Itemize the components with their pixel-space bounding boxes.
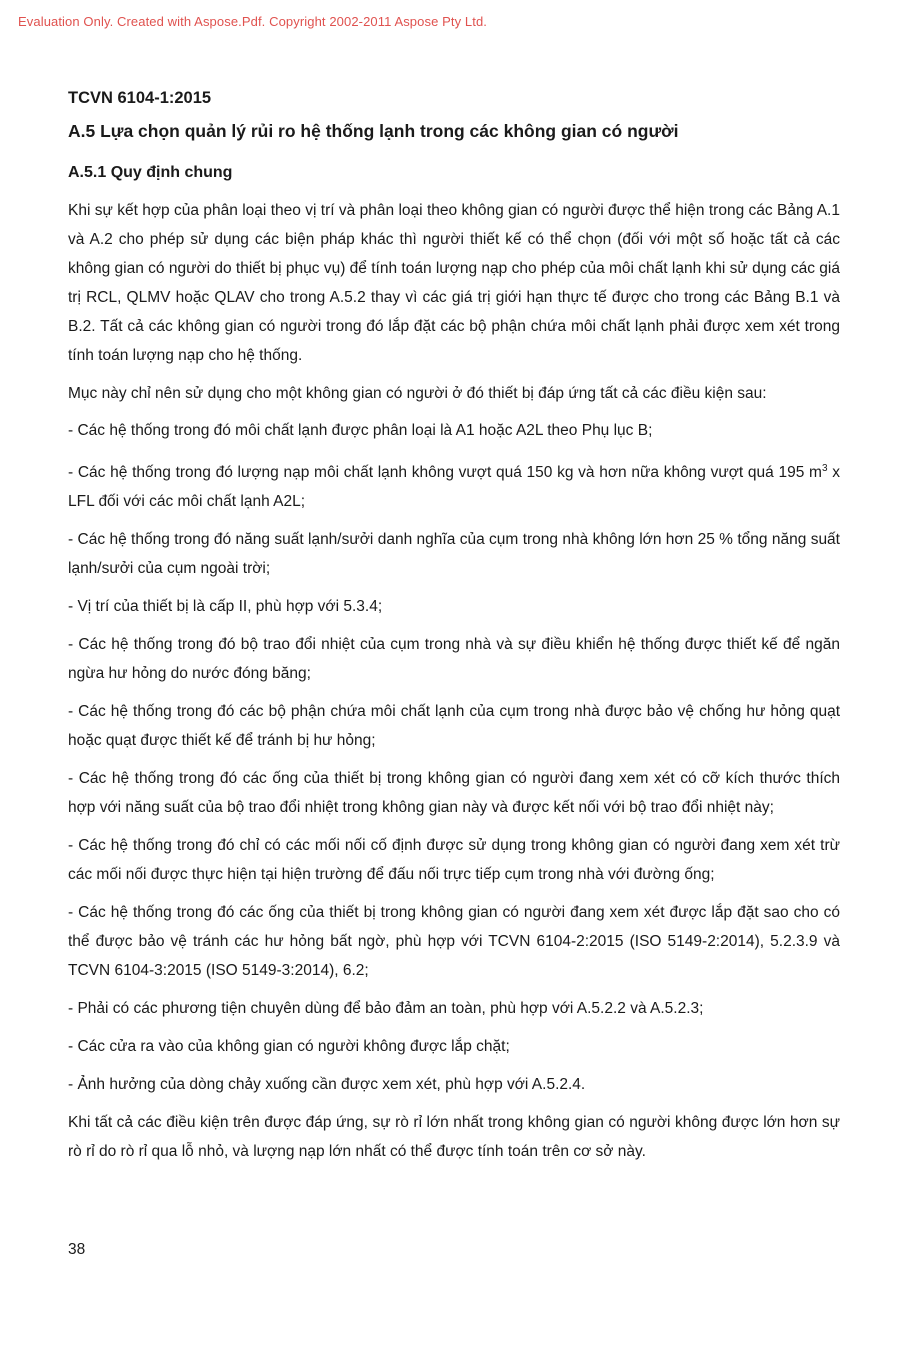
condition-item: - Ảnh hưởng của dòng chảy xuống cần được xem xét, phù hợp với A.5.2.4.	[68, 1076, 586, 1094]
page-number: 38	[68, 1241, 86, 1258]
condition-item: - Các hệ thống trong đó các ống của thiết bị trong không gian có người đang xem xét được lắp đặt sao cho có thể được bảo vệ tránh các hư hỏng bất ngờ, phù hợp với TCVN 6104-2:2015 (ISO 5149-2:2014), 5.2.3.9 và TCVN 6104-3:2015 (ISO 5149-3:2014), 6.2;	[68, 904, 840, 980]
intro-paragraph: Khi sự kết hợp của phân loại theo vị trí và phân loại theo không gian có người được thể hiện trong các Bảng A.1 và A.2 cho phép sử dụng các biện pháp khác thì người thiết kế có thể chọn (đối với một số hoặc tất cả các không gian có người do thiết bị phục vụ) để tính toán lượng nạp cho phép của môi chất lạnh khi sử dụng các giá trị RCL, QLMV hoặc QLAV cho trong A.5.2 thay vì các giá trị giới hạn thực tế được cho trong các Bảng B.1 và B.2. Tất cả các không gian có người trong đó lắp đặt các bộ phận chứa môi chất lạnh phải được xem xét trong tính toán lượng nạp cho hệ thống.	[68, 202, 840, 364]
conditions-lead: Mục này chỉ nên sử dụng cho một không gian có người ở đó thiết bị đáp ứng tất cả các điều kiện sau:	[68, 385, 767, 402]
standard-code-header: TCVN 6104-1:2015	[68, 89, 212, 107]
watermark-text: Evaluation Only. Created with Aspose.Pdf. Copyright 2002-2011 Aspose Pty Ltd.	[18, 14, 487, 29]
condition-item: - Các hệ thống trong đó bộ trao đổi nhiệt của cụm trong nhà và sự điều khiển hệ thống được thiết kế để ngăn ngừa hư hỏng do nước đóng băng;	[68, 636, 840, 683]
condition-item: - Phải có các phương tiện chuyên dùng để bảo đảm an toàn, phù hợp với A.5.2.2 và A.5.2.3;	[68, 1000, 704, 1018]
condition-item: - Các hệ thống trong đó lượng nạp môi chất lạnh không vượt quá 150 kg và hơn nữa không vượt quá 195 $m^3$ x LFL đối với các môi chất lạnh A2L;	[68, 463, 841, 511]
document-body	[68, 196, 840, 1166]
condition-item: - Các hệ thống trong đó năng suất lạnh/sưởi danh nghĩa của cụm trong nhà không lớn hơn 25 % tổng năng suất lạnh/sưởi của cụm ngoài trời;	[68, 531, 840, 578]
condition-item: - Các hệ thống trong đó các bộ phận chứa môi chất lạnh của cụm trong nhà được bảo vệ chống hư hỏng quạt hoặc quạt được thiết kế để tránh bị hư hỏng;	[68, 703, 840, 750]
subsection-title: A.5.1 Quy định chung	[68, 164, 233, 181]
condition-item: - Các cửa ra vào của không gian có người không được lắp chặt;	[68, 1038, 510, 1056]
condition-item: - Các hệ thống trong đó môi chất lạnh được phân loại là A1 hoặc A2L theo Phụ lục B;	[68, 422, 653, 439]
condition-item: - Các hệ thống trong đó chỉ có các mối nối cố định được sử dụng trong không gian có người đang xem xét trừ các mối nối được thực hiện tại hiện trường để đấu nối trực tiếp cụm trong nhà với đường ống;	[68, 837, 840, 884]
conclusion-paragraph: Khi tất cả các điều kiện trên được đáp ứng, sự rò rỉ lớn nhất trong không gian có người không được lớn hơn sự rò rỉ do rò rỉ qua lỗ nhỏ, và lượng nạp lớn nhất có thể được tính toán trên cơ sở này.	[68, 1114, 840, 1161]
section-title: A.5 Lựa chọn quản lý rủi ro hệ thống lạnh trong các không gian có người	[68, 121, 679, 141]
condition-item: - Vị trí của thiết bị là cấp II, phù hợp với 5.3.4;	[68, 598, 383, 616]
condition-item: - Các hệ thống trong đó các ống của thiết bị trong không gian có người đang xem xét có cỡ kích thước thích hợp với năng suất của bộ trao đổi nhiệt trong không gian này và được kết nối với bộ trao đổi nhiệt này;	[68, 770, 840, 817]
